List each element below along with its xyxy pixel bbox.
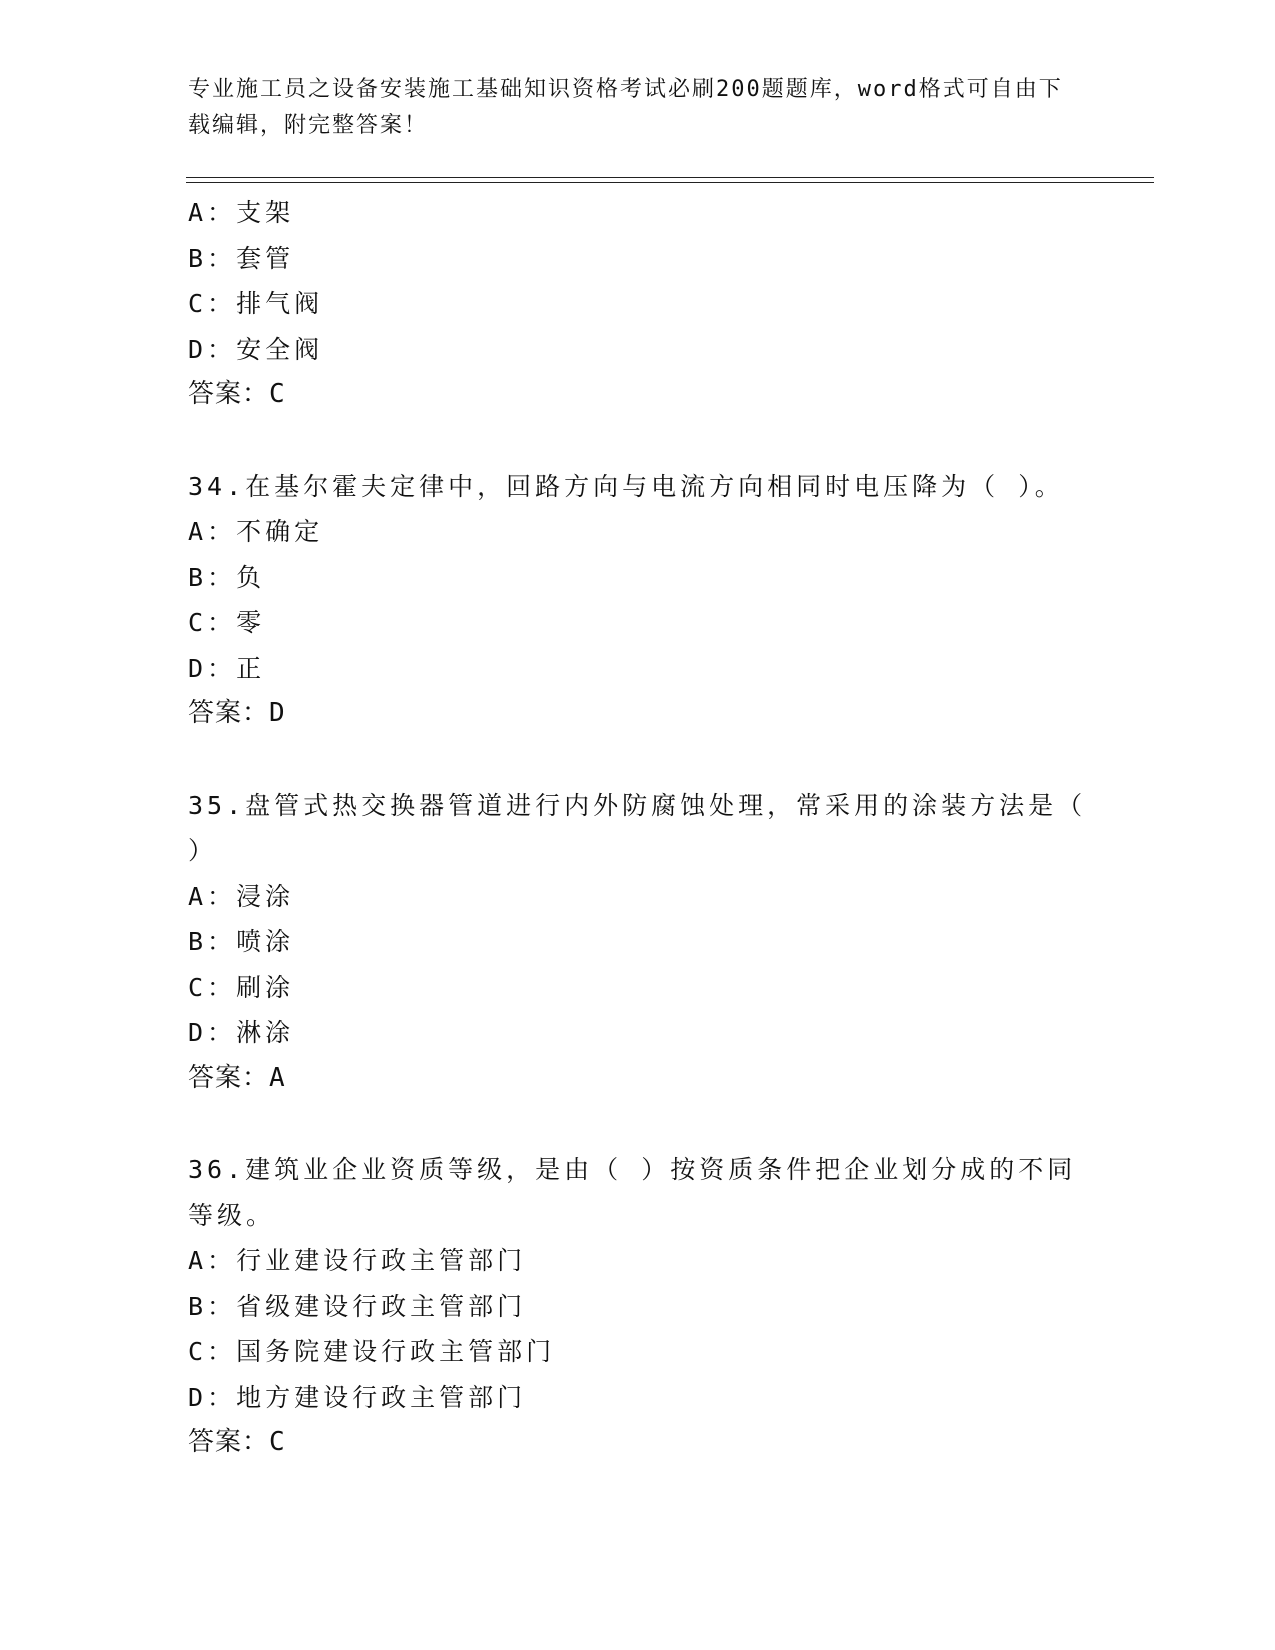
answer-line: 答案：C	[188, 1427, 286, 1457]
question-block-36	[188, 1147, 1088, 1466]
answer-line: 答案：D	[188, 698, 286, 728]
question-block-34	[188, 464, 1088, 737]
header-divider-bottom	[186, 182, 1154, 183]
question-text: 34.在基尔霍夫定律中，回路方向与电流方向相同时电压降为（ ）。	[188, 471, 1064, 501]
option-b: B：喷涂	[188, 927, 295, 956]
option-a: A：支架	[188, 198, 295, 227]
option-c: C：排气阀	[188, 289, 324, 318]
question-block-35	[188, 783, 1088, 1102]
option-c: C：刷涂	[188, 972, 295, 1002]
option-a: A：不确定	[188, 517, 324, 546]
option-d: D：正	[188, 653, 266, 683]
question-list	[188, 190, 1088, 1466]
option-c: C：国务院建设行政主管部门	[188, 1337, 556, 1366]
option-d: D：淋涂	[188, 1018, 295, 1047]
question-text: 35.盘管式热交换器管道进行内外防腐蚀处理，常采用的涂装方法是（ ）	[188, 790, 1087, 865]
option-b: B：省级建设行政主管部门	[188, 1291, 527, 1321]
option-a: A：行业建设行政主管部门	[188, 1246, 527, 1275]
document-header: 专业施工员之设备安装施工基础知识资格考试必刷200题题库，word格式可自由下载编辑，附完整答案！	[188, 77, 1063, 138]
answer-line: 答案：C	[188, 379, 286, 409]
option-a: A：浸涂	[188, 881, 295, 911]
option-b: B：套管	[188, 243, 295, 273]
question-block-partial	[188, 190, 1088, 418]
option-d: D：地方建设行政主管部门	[188, 1382, 527, 1412]
answer-line: 答案：A	[188, 1062, 286, 1093]
header-divider-top	[186, 177, 1154, 178]
option-c: C：零	[188, 608, 266, 637]
option-d: D：安全阀	[188, 334, 324, 364]
question-text: 36.建筑业企业资质等级，是由（ ）按资质条件把企业划分成的不同等级。	[188, 1155, 1077, 1230]
option-b: B：负	[188, 562, 266, 592]
